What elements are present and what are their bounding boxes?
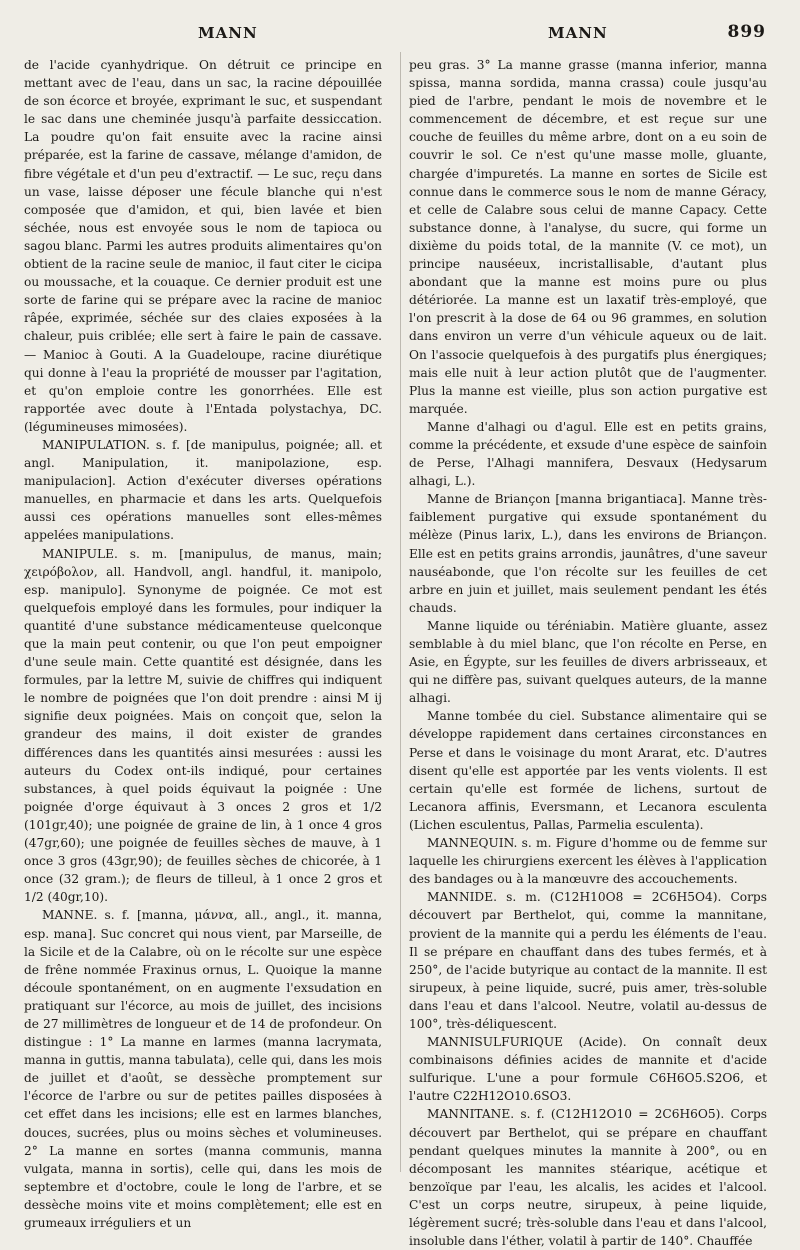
entry-manne-continued: peu gras. 3° La manne grasse (manna inferior, manna spissa, manna sordida, manna crassa) coule jusqu'au pied de l'arbre, pendant le mois de novembre et le commencement de décembre, et est reçue sur une couche de feuilles du même arbre, dont on a eu soin de couvrir le sol. Ce n'est qu'une masse molle, gluante, chargée d'impuretés. La manne en sortes de Sicile est connue dans le commerce sous le nom de manne Géracy, et celle de Calabre sous celui de manne Capacy. Cette substance donne, à l'analyse, du sucre, qui forme un dixième du poids total, de la mannite (V. ce mot), un principe nauséeux, incristallisable, d'autant plus abondant que la manne est moins pure ou plus détériorée. La manne est un laxatif très-employé, que l'on prescrit à la dose de 64 ou 96 grammes, en solution dans environ un verre d'un véhicule aqueux ou de lait. On l'associe quelquefois à des purgatifs plus énergiques; mais elle nuit à leur action plutôt que de l'augmenter. Plus la manne est vieille, plus son action purgative est marquée. (409, 58, 767, 416)
entry-manipule: MANIPULE. s. m. [manipulus, de manus, main; χειρόβολον, all. Handvoll, angl. handful, it. manipolo, esp. manipulo]. Synonyme de poignée. Ce mot est quelquefois employé dans les formules, pour indiquer la quantité d'une substance médicamenteuse quelconque que la main peut contenir, ou que l'on peut empoigner d'une seule main. Cette quantité est désignée, dans les formules, par la lettre M, suivie de chiffres qui indiquent le nombre de poignées que l'on doit prendre : ainsi M ij signifie deux poignées. Mais on conçoit que, selon la grandeur des mains, il doit exister de grandes différences dans les quantités ainsi mesurées : aussi les auteurs du Codex ont-ils indiqué, pour certaines substances, à quel poids équivaut la poignée : Une poignée d'orge équivaut à 3 onces 2 gros et 1/2 (101gr,40); une poignée de graine de lin, à 1 once 4 gros (47gr,60); une poignée de feuilles sèches de mauve, à 1 once 3 gros (43gr,90); de feuilles sèches de chicorée, à 1 once (32 gram.); de fleurs de tilleul, à 1 once 2 gros et 1/2 (40gr,10). (24, 546, 382, 905)
entry-manne-tombee: Manne tombée du ciel. Substance alimentaire qui se développe rapidement dans certaines circonstances en Perse et dans le voisinage du mont Ararat, etc. D'autres disent qu'elle est apportée par les vents violents. Il est certain qu'elle est formée de lichens, surtout de Lecanora affinis, Eversmann, et Lecanora esculenta (Lichen esculentus, Pallas, Parmelia esculenta). (409, 709, 767, 832)
entry-mannequin: MANNEQUIN. s. m. Figure d'homme ou de femme sur laquelle les chirurgiens exercent les élèves à l'application des bandages ou à la manœuvre des accouchements. (409, 836, 767, 887)
running-head-center: MANN (548, 24, 608, 42)
entry-manne-liquide: Manne liquide ou téréniabin. Matière gluante, assez semblable à du miel blanc, que l'on récolte en Perse, en Asie, en Égypte, sur les feuilles de divers arbrisseaux, et qui ne diffère pas, suivant quelques auteurs, de la manne alhagi. (409, 618, 767, 706)
right-column (409, 56, 767, 1250)
entry-manne-alhagi: Manne d'alhagi ou d'agul. Elle est en petits grains, comme la précédente, et exsude d'une espèce de sainfoin de Perse, l'Alhagi mannifera, Desvaux (Hedysarum alhagi, L.). (409, 419, 767, 489)
entry-mannide: MANNIDE. s. m. (C12H10O8 = 2C6H5O4). Corps découvert par Berthelot, qui, comme la mannitane, provient de la mannite qui a perdu les éléments de l'eau. Il se prépare en chauffant dans des tubes fermés, et à 250°, de l'acide butyrique au contact de la mannite. Il est sirupeux, à peine liquide, sucré, puis amer, très-soluble dans l'eau et dans l'alcool. Neutre, volatil au-dessus de 100°, très-déliquescent. (409, 890, 767, 1031)
entry-manipulation: MANIPULATION. s. f. [de manipulus, poignée; all. et angl. Manipulation, it. manipolazione, esp. manipulacion]. Action d'exécuter diverses opérations manuelles, en pharmacie et dans les arts. Quelquefois aussi ces opérations manuelles sont elles-mêmes appelées manipulations. (24, 437, 382, 543)
entry-manioc-continued: de l'acide cyanhydrique. On détruit ce principe en mettant avec de l'eau, dans un sac, la racine dépouillée de son écorce et broyée, exprimant le suc, et suspendant le sac dans une cheminée jusqu'à parfaite dessiccation. La poudre qu'on fait ensuite avec la racine ainsi préparée, est la farine de cassave, mélange d'amidon, de fibre végétale et d'un peu d'extractif. — Le suc, reçu dans un vase, laisse déposer une fécule blanche qui n'est composée que d'amidon, et qui, bien lavée et bien séchée, nous est envoyée sous le nom de tapioca ou sagou blanc. Parmi les autres produits alimentaires qu'on obtient de la racine seule de manioc, il faut citer le cicipa ou moussache, et la couaque. Ce dernier produit est une sorte de farine qui se prépare avec la racine de manioc râpée, exprimée, séchée sur des claies exposées à la chaleur, puis criblée; elle sert à faire le pain de cassave. — Manioc à Gouti. A la Guadeloupe, racine diurétique qui donne à l'eau la propriété de mousser par l'agitation, et qu'on emploie contre les gonorrhées. Elle est rapportée avec doute à l'Entada polystachya, DC. (légumineuses mimosées). (24, 58, 382, 434)
running-head-left: MANN (198, 24, 258, 42)
entry-mannitane: MANNITANE. s. f. (C12H12O10 = 2C6H6O5). Corps découvert par Berthelot, qui se prépare en chauffant pendant quelques minutes la mannite à 200°, ou en décomposant les mannites stéarique, acétique et benzoïque par l'eau, les alcalis, les acides et l'alcool. C'est un corps neutre, sirupeux, à peine liquide, légèrement sucré; très-soluble dans l'eau et dans l'alcool, insoluble dans l'éther, volatil à partir de 140°. Chauffée (409, 1107, 767, 1249)
left-column (24, 56, 382, 1232)
entry-manne-briancon: Manne de Briançon [manna brigantiaca]. Manne très-faiblement purgative qui exsude spontanément du mélèze (Pinus larix, L.), dans les environs de Briançon. Elle est en petits grains arrondis, jaunâtres, d'une saveur nauséabonde, que l'on récolte sur les feuilles de cet arbre en juin et juillet, mais seulement pendant les étés chauds. (409, 492, 767, 615)
page-number: 899 (727, 22, 766, 42)
entry-manne: MANNE. s. f. [manna, μάννα, all., angl., it. manna, esp. mana]. Suc concret qui nous vient, par Marseille, de la Sicile et de la Calabre, où on le récolte sur une espèce de frêne nommée Fraxinus ornus, L. Quoique la manne découle spontanément, on en augmente l'exsudation en pratiquant sur l'écorce, au mois de juillet, des incisions de 27 millimètres de longueur et de 14 de profondeur. On distingue : 1° La manne en larmes (manna lacrymata, manna in guttis, manna tabulata), celle qui, dans les mois de juillet et d'août, se dessèche promptement sur l'écorce de l'arbre ou sur de petites pailles disposées à cet effet dans les incisions; elle est en larmes blanches, douces, sucrées, plus ou moins sèches et volumineuses. 2° La manne en sortes (manna communis, manna vulgata, manna in sortis), celle qui, dans les mois de septembre et d'octobre, coule le long de l'arbre, et se dessèche moins vite et moins complètement; elle est en grumeaux irréguliers et un (24, 908, 382, 1230)
column-divider (400, 52, 401, 1172)
entry-mannisulfurique: MANNISULFURIQUE (Acide). On connaît deux combinaisons définies acides de mannite et d'acide sulfurique. L'une a pour formule C6H6O5.S2O6, et l'autre C22H12O10.6SO3. (409, 1035, 767, 1104)
